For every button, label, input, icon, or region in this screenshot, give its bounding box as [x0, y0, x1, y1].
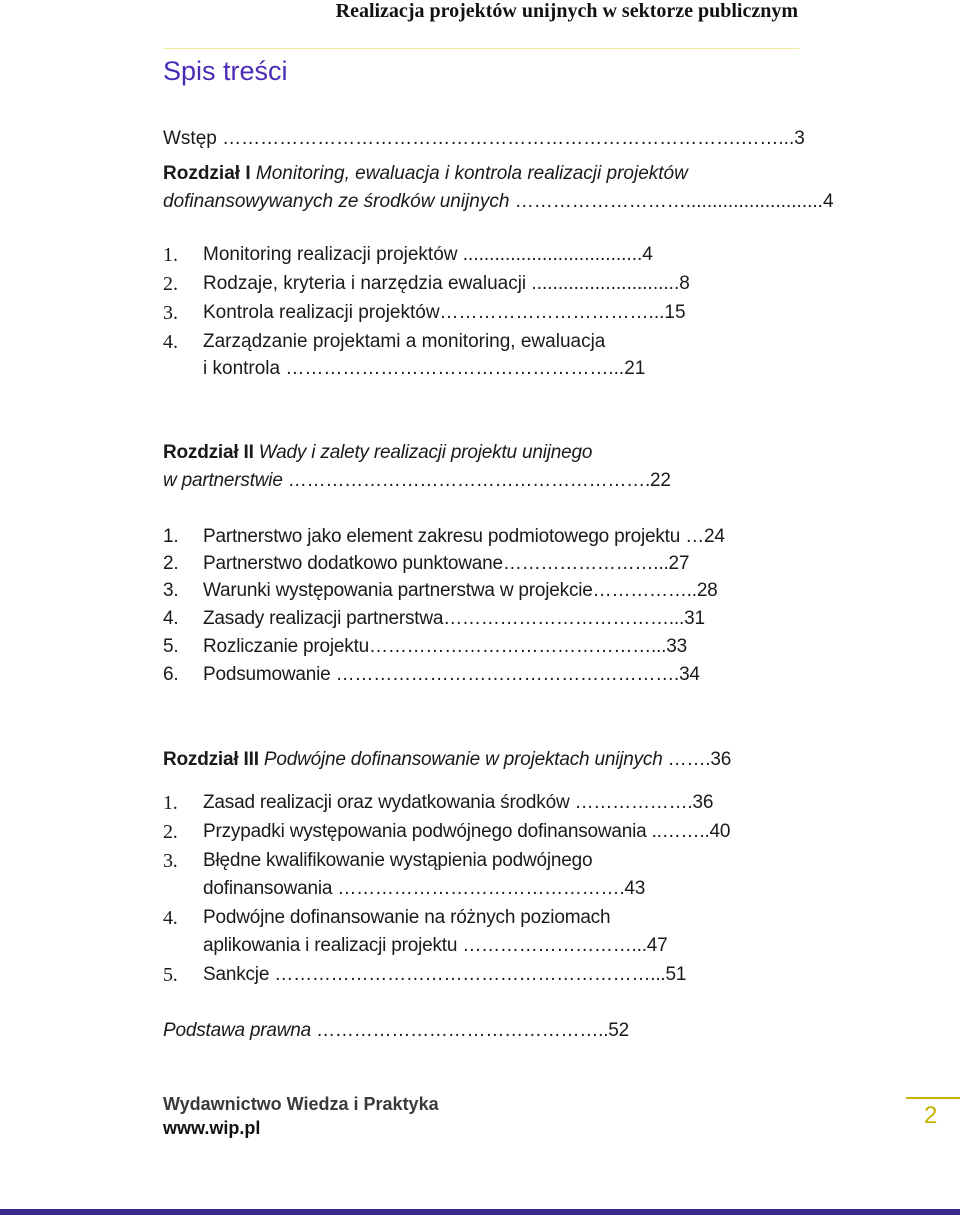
item-number: 4.: [163, 907, 178, 929]
item-number: 2.: [163, 553, 179, 574]
legal-title: Podstawa prawna: [163, 1020, 312, 1041]
item-text: Zarządzanie projektami a monitoring, ewaluacja: [203, 331, 606, 352]
chapter-page: ………………………………………………….22: [282, 470, 671, 491]
item-number: 6.: [163, 664, 179, 685]
chapter-title: Podwójne dofinansowanie w projektach unijnych: [263, 749, 663, 770]
item-text-cont: aplikowania i realizacji projektu ………………………...47: [203, 935, 668, 956]
page-number-rule: [906, 1097, 960, 1099]
item-text: Kontrola realizacji projektów……………………………...15: [203, 302, 686, 323]
chapter-title: Monitoring, ewaluacja i kontrola realizacji projektów: [255, 163, 688, 184]
chapter-label: Rozdział I: [163, 163, 251, 184]
item-text: Przypadki występowania podwójnego dofinansowania ..……..40: [203, 821, 731, 842]
item-number: 1.: [163, 244, 178, 266]
item-text: Partnerstwo dodatkowo punktowane……………………...27: [203, 553, 690, 574]
toc-chapter-1-cont[interactable]: [163, 187, 834, 217]
item-text: Sankcje ……………………………………………………...51: [203, 964, 687, 985]
chapter-title: Wady i zalety realizacji projektu unijnego: [258, 442, 593, 463]
item-text: Partnerstwo jako element zakresu podmiotowego projektu …24: [203, 526, 725, 547]
item-number: 2.: [163, 821, 178, 843]
item-text: Podsumowanie ……………………………………………….34: [203, 664, 700, 685]
item-text: Monitoring realizacji projektów ..................................4: [203, 244, 653, 265]
item-text: Zasady realizacji partnerstwa………………………………...31: [203, 608, 705, 629]
item-number: 1.: [163, 526, 179, 547]
item-text-cont: dofinansowania ……………………………………….43: [203, 878, 646, 899]
toc-heading: Spis treści: [163, 56, 288, 86]
toc-chapter-2[interactable]: [163, 438, 592, 468]
chapter-page: …….36: [662, 749, 732, 770]
chapter-title-cont: dofinansowywanych ze środków unijnych: [163, 191, 510, 212]
item-number: 5.: [163, 964, 178, 986]
item-number: 3.: [163, 850, 178, 872]
toc-chapter-1[interactable]: [163, 159, 688, 189]
chapter-title-cont: w partnerstwie: [163, 470, 283, 491]
item-number: 4.: [163, 608, 179, 629]
header-divider: [163, 48, 799, 49]
publisher-name: Wydawnictwo Wiedza i Praktyka: [163, 1094, 439, 1114]
item-text: Rodzaje, kryteria i narzędzia ewaluacji ............................8: [203, 273, 690, 294]
chapter-label: Rozdział II: [163, 442, 254, 463]
chapter-page: ………………………..........................4: [509, 191, 834, 212]
item-text: Zasad realizacji oraz wydatkowania środków ……………….36: [203, 792, 714, 813]
toc-entry-legal[interactable]: [163, 1016, 629, 1046]
chapter-label: Rozdział III: [163, 749, 259, 770]
bottom-bar: [0, 1209, 960, 1215]
legal-page: ………………………………………..52: [311, 1020, 630, 1041]
toc-chapter-3[interactable]: [163, 745, 731, 775]
page-number: 2: [924, 1102, 938, 1129]
item-number: 2.: [163, 273, 178, 295]
item-number: 3.: [163, 302, 178, 324]
item-text: Błędne kwalifikowanie wystąpienia podwójnego: [203, 850, 593, 871]
item-text: Rozliczanie projektu………………………………………...33: [203, 636, 687, 657]
item-number: 5.: [163, 636, 179, 657]
running-header: Realizacja projektów unijnych w sektorze publicznym: [335, 0, 798, 22]
item-text: Warunki występowania partnerstwa w projekcie……………..28: [203, 580, 718, 601]
item-number: 1.: [163, 792, 178, 814]
item-text-cont: i kontrola ……………………………………………...21: [203, 358, 646, 379]
publisher-url[interactable]: www.wip.pl: [163, 1118, 261, 1138]
toc-chapter-2-cont[interactable]: [163, 466, 671, 496]
item-text: Podwójne dofinansowanie na różnych poziomach: [203, 907, 611, 928]
item-number: 3.: [163, 580, 179, 601]
item-number: 4.: [163, 331, 178, 353]
toc-entry-text: Wstęp ……………………………………………………………………….……...3: [163, 128, 805, 149]
